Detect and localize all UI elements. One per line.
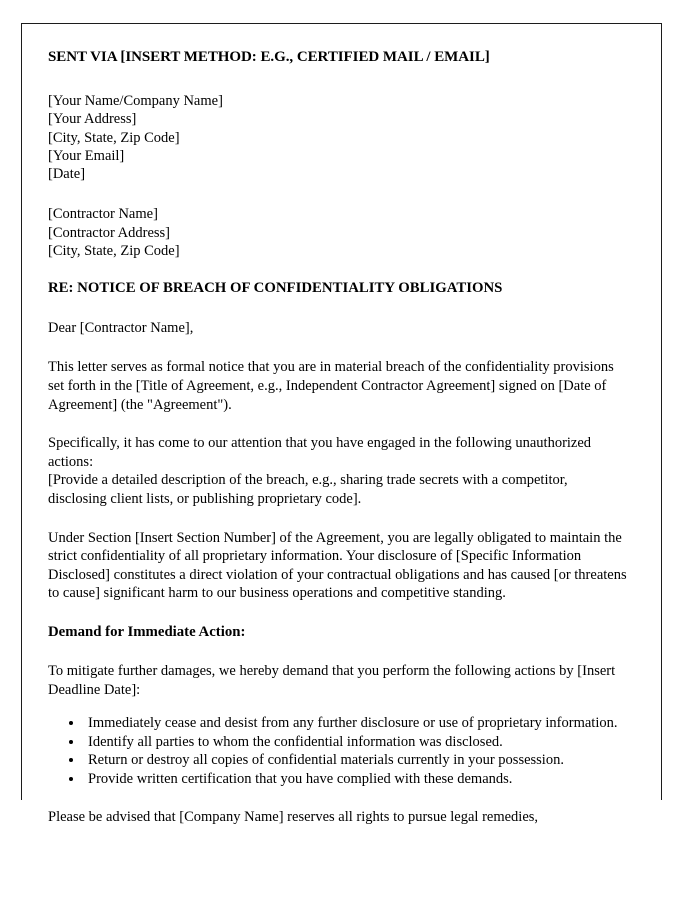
- spacer-before-demand-intro: [48, 642, 628, 662]
- sender-line: [Your Address]: [48, 111, 137, 128]
- sent-via-heading: SENT VIA [INSERT METHOD: E.G., CERTIFIED MAIL / EMAIL]: [48, 49, 490, 65]
- spacer-before-para-1: [48, 338, 628, 358]
- body-paragraph-section-obligations: Under Section [Insert Section Number] of the Agreement, you are legally obligated to maintain the strict confidentiality of all proprietary information. Your disclosure of [Specific Information Disclosed] constitutes a direct violation of your contractual obligations and has caused [or threatens to cause] significant harm to our business operations and competitive standing.: [48, 529, 627, 602]
- recipient-line: [Contractor Name]: [48, 206, 158, 223]
- sender-address-block: [48, 92, 628, 183]
- spacer-before-para-3: [48, 509, 628, 529]
- sender-line: [City, State, Zip Code]: [48, 129, 180, 146]
- demand-intro-paragraph: To mitigate further damages, we hereby demand that you perform the following actions by [Insert Deadline Date]:: [48, 662, 616, 698]
- document-page: [21, 23, 662, 826]
- spacer-before-salutation: [48, 298, 628, 319]
- recipient-line: [City, State, Zip Code]: [48, 243, 180, 260]
- list-item: • Return or destroy all copies of confidential materials currently in your possession.: [84, 751, 628, 770]
- sender-line: [Your Email]: [48, 147, 125, 164]
- body-paragraph-breach-description: [Provide a detailed description of the breach, e.g., sharing trade secrets with a competitor, disclosing client lists, or publishing proprietary code].: [48, 472, 568, 507]
- spacer-before-para-2: [48, 414, 628, 434]
- subject-line: RE: NOTICE OF BREACH OF CONFIDENTIALITY OBLIGATIONS: [48, 280, 503, 297]
- recipient-address-block: [48, 205, 628, 260]
- body-paragraph-breach-notice: This letter serves as formal notice that you are in material breach of the confidentiality provisions set forth in the [Title of Agreement, e.g., Independent Contractor Agreement] signed on [Date of Agreement] (the "Agreement").: [48, 359, 614, 413]
- sender-line: [Your Name/Company Name]: [48, 93, 223, 109]
- list-item: • Provide written certification that you have complied with these demands.: [84, 770, 628, 789]
- list-item: • Immediately cease and desist from any further disclosure or use of proprietary information.: [84, 714, 628, 733]
- spacer-before-demand-heading: [48, 603, 628, 623]
- document-content: [48, 48, 628, 827]
- closing-paragraph-truncated: Please be advised that [Company Name] reserves all rights to pursue legal remedies,: [48, 809, 539, 826]
- demand-action-list: [48, 714, 628, 788]
- spacer-before-closing: [48, 788, 628, 808]
- body-paragraph-unauthorized-actions: Specifically, it has come to our attention that you have engaged in the following unauthorized actions:: [48, 435, 592, 470]
- salutation: Dear [Contractor Name],: [48, 320, 194, 337]
- list-item: • Identify all parties to whom the confidential information was disclosed.: [84, 733, 628, 752]
- spacer-after-sender: [48, 183, 628, 205]
- spacer-before-demand-list: [48, 699, 628, 714]
- recipient-line: [Contractor Address]: [48, 224, 171, 241]
- sender-line: [Date]: [48, 166, 86, 183]
- spacer-after-heading: [48, 67, 628, 92]
- spacer-before-subject: [48, 260, 628, 279]
- demand-section-heading: Demand for Immediate Action:: [48, 623, 246, 640]
